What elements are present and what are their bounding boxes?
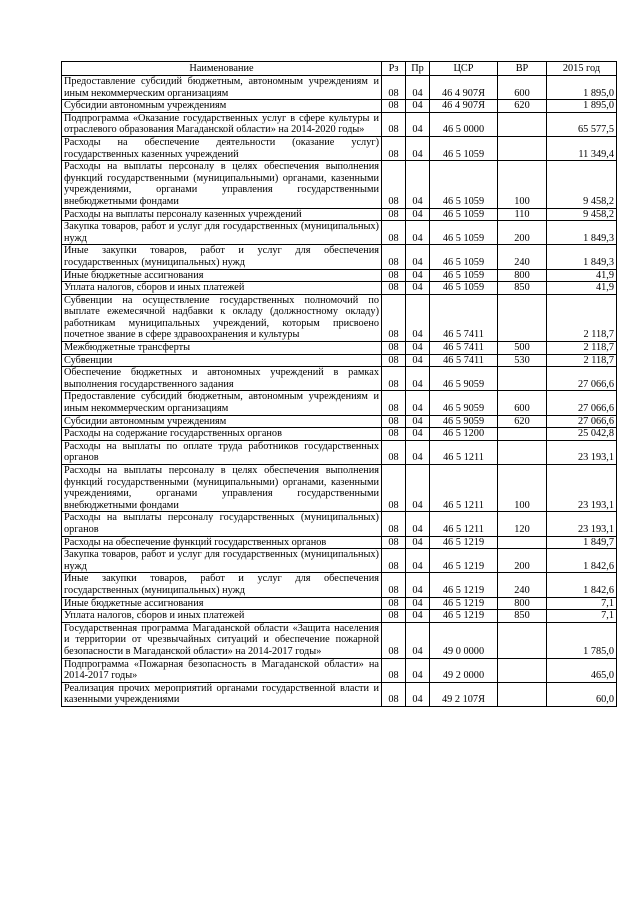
cell-name: Расходы на выплаты персоналу государственных (муниципальных) органов: [62, 512, 382, 536]
cell-pr: 04: [406, 245, 430, 269]
cell-pr: 04: [406, 682, 430, 706]
cell-name: Закупка товаров, работ и услуг для государственных (муниципальных) нужд: [62, 549, 382, 573]
cell-amount: 2 118,7: [547, 354, 617, 367]
cell-name: Предоставление субсидий бюджетным, автономным учреждениям и иным некоммерческим организациям: [62, 391, 382, 415]
cell-amount: 1 849,3: [547, 245, 617, 269]
cell-csr: 46 5 1059: [430, 161, 498, 208]
cell-name: Подпрограмма «Оказание государственных услуг в сфере культуры и отраслевого образования Магаданской области» на 2014-2020 годы»: [62, 112, 382, 136]
cell-rz: 08: [382, 354, 406, 367]
cell-amount: 1 895,0: [547, 76, 617, 100]
cell-vr: [498, 428, 547, 441]
cell-pr: 04: [406, 354, 430, 367]
cell-amount: 27 066,6: [547, 367, 617, 391]
cell-pr: 04: [406, 658, 430, 682]
cell-vr: 600: [498, 391, 547, 415]
table-row: [62, 136, 617, 160]
cell-vr: 620: [498, 415, 547, 428]
cell-vr: 120: [498, 512, 547, 536]
cell-vr: 110: [498, 208, 547, 221]
table-header-row: [62, 62, 617, 76]
cell-name: Субсидии автономным учреждениям: [62, 415, 382, 428]
cell-pr: 04: [406, 136, 430, 160]
table-row: [62, 282, 617, 295]
cell-vr: 240: [498, 245, 547, 269]
cell-vr: 530: [498, 354, 547, 367]
table-row: [62, 415, 617, 428]
cell-csr: 46 5 1059: [430, 208, 498, 221]
cell-amount: 7,1: [547, 610, 617, 623]
cell-amount: 41,9: [547, 282, 617, 295]
cell-amount: 23 193,1: [547, 512, 617, 536]
cell-amount: 23 193,1: [547, 440, 617, 464]
cell-amount: 7,1: [547, 597, 617, 610]
cell-pr: 04: [406, 100, 430, 113]
table-row: [62, 440, 617, 464]
cell-name: Государственная программа Магаданской области «Защита населения и территории от чрезвычайных ситуаций и обеспечение пожарной безопасности в Магаданской области» на 2014-2017 годы»: [62, 622, 382, 658]
cell-amount: 1 849,3: [547, 221, 617, 245]
cell-name: Иные бюджетные ассигнования: [62, 597, 382, 610]
cell-vr: [498, 136, 547, 160]
cell-csr: 46 5 1059: [430, 269, 498, 282]
cell-vr: [498, 294, 547, 341]
table-row: [62, 112, 617, 136]
cell-name: Иные бюджетные ассигнования: [62, 269, 382, 282]
cell-pr: 04: [406, 597, 430, 610]
table-body: [62, 76, 617, 707]
cell-rz: 08: [382, 161, 406, 208]
cell-amount: 27 066,6: [547, 415, 617, 428]
cell-vr: 100: [498, 161, 547, 208]
cell-vr: [498, 622, 547, 658]
table-row: [62, 161, 617, 208]
cell-amount: 27 066,6: [547, 391, 617, 415]
cell-name: Уплата налогов, сборов и иных платежей: [62, 610, 382, 623]
cell-pr: 04: [406, 282, 430, 295]
cell-amount: 1 785,0: [547, 622, 617, 658]
cell-vr: [498, 367, 547, 391]
table-row: [62, 682, 617, 706]
header-rz: Рз: [382, 62, 406, 76]
cell-vr: [498, 536, 547, 549]
cell-pr: 04: [406, 208, 430, 221]
cell-amount: 1 842,6: [547, 549, 617, 573]
cell-rz: 08: [382, 622, 406, 658]
cell-vr: 800: [498, 269, 547, 282]
cell-vr: 800: [498, 597, 547, 610]
table-row: [62, 658, 617, 682]
cell-name: Расходы на выплаты персоналу в целях обеспечения выполнения функций государственными (муниципальными) органами, казенными учреждениями, органами управления государственными внебюджетными фондами: [62, 161, 382, 208]
cell-csr: 46 5 7411: [430, 342, 498, 355]
cell-pr: 04: [406, 512, 430, 536]
table-row: [62, 245, 617, 269]
cell-rz: 08: [382, 221, 406, 245]
cell-pr: 04: [406, 428, 430, 441]
cell-rz: 08: [382, 76, 406, 100]
cell-amount: 25 042,8: [547, 428, 617, 441]
cell-amount: 465,0: [547, 658, 617, 682]
cell-rz: 08: [382, 100, 406, 113]
cell-csr: 46 5 9059: [430, 391, 498, 415]
cell-csr: 46 5 1219: [430, 573, 498, 597]
cell-name: Расходы на обеспечение деятельности (оказание услуг) государственных казенных учреждений: [62, 136, 382, 160]
cell-csr: 46 4 907Я: [430, 100, 498, 113]
cell-csr: 46 5 1059: [430, 282, 498, 295]
header-year: 2015 год: [547, 62, 617, 76]
cell-vr: [498, 112, 547, 136]
cell-rz: 08: [382, 610, 406, 623]
cell-amount: 1 895,0: [547, 100, 617, 113]
table-row: [62, 622, 617, 658]
cell-name: Закупка товаров, работ и услуг для государственных (муниципальных) нужд: [62, 221, 382, 245]
cell-amount: 9 458,2: [547, 208, 617, 221]
cell-vr: 240: [498, 573, 547, 597]
cell-rz: 08: [382, 367, 406, 391]
cell-rz: 08: [382, 245, 406, 269]
cell-vr: 620: [498, 100, 547, 113]
cell-amount: 2 118,7: [547, 342, 617, 355]
cell-name: Расходы на выплаты по оплате труда работников государственных органов: [62, 440, 382, 464]
cell-csr: 49 2 0000: [430, 658, 498, 682]
cell-csr: 46 5 7411: [430, 354, 498, 367]
cell-csr: 46 5 1211: [430, 512, 498, 536]
cell-name: Расходы на выплаты персоналу в целях обеспечения выполнения функций государственными (муниципальными) органами, казенными учреждениями, органами управления государственными внебюджетными фондами: [62, 465, 382, 512]
table-row: [62, 512, 617, 536]
cell-rz: 08: [382, 269, 406, 282]
cell-name: Предоставление субсидий бюджетным, автономным учреждениям и иным некоммерческим организациям: [62, 76, 382, 100]
cell-name: Реализация прочих мероприятий органами государственной власти и казенными учреждениями: [62, 682, 382, 706]
cell-name: Иные закупки товаров, работ и услуг для обеспечения государственных (муниципальных) нужд: [62, 573, 382, 597]
cell-csr: 49 2 107Я: [430, 682, 498, 706]
cell-rz: 08: [382, 682, 406, 706]
cell-rz: 08: [382, 512, 406, 536]
cell-name: Межбюджетные трансферты: [62, 342, 382, 355]
cell-rz: 08: [382, 294, 406, 341]
cell-rz: 08: [382, 391, 406, 415]
cell-name: Расходы на выплаты персоналу казенных учреждений: [62, 208, 382, 221]
cell-name: Иные закупки товаров, работ и услуг для обеспечения государственных (муниципальных) нужд: [62, 245, 382, 269]
cell-name: Субвенции на осуществление государственных полномочий по выплате ежемесячной надбавки к окладу (должностному окладу) работникам муниципальных учреждений, которым присвоено почетное звание в сфере здравоохранения и культуры: [62, 294, 382, 341]
cell-vr: [498, 440, 547, 464]
cell-pr: 04: [406, 440, 430, 464]
cell-pr: 04: [406, 342, 430, 355]
cell-vr: 850: [498, 282, 547, 295]
cell-vr: [498, 658, 547, 682]
table-row: [62, 428, 617, 441]
cell-vr: [498, 682, 547, 706]
cell-pr: 04: [406, 112, 430, 136]
cell-name: Расходы на обеспечение функций государственных органов: [62, 536, 382, 549]
cell-csr: 46 5 1219: [430, 597, 498, 610]
cell-pr: 04: [406, 391, 430, 415]
cell-vr: 600: [498, 76, 547, 100]
cell-csr: 49 0 0000: [430, 622, 498, 658]
cell-pr: 04: [406, 622, 430, 658]
cell-csr: 46 5 1059: [430, 136, 498, 160]
budget-table: [61, 61, 617, 707]
cell-vr: 500: [498, 342, 547, 355]
cell-pr: 04: [406, 610, 430, 623]
cell-csr: 46 5 1059: [430, 245, 498, 269]
cell-name: Уплата налогов, сборов и иных платежей: [62, 282, 382, 295]
cell-pr: 04: [406, 294, 430, 341]
table-row: [62, 465, 617, 512]
cell-pr: 04: [406, 573, 430, 597]
table-row: [62, 100, 617, 113]
header-name: Наименование: [62, 62, 382, 76]
cell-csr: 46 5 1211: [430, 465, 498, 512]
cell-rz: 08: [382, 112, 406, 136]
cell-csr: 46 5 1200: [430, 428, 498, 441]
cell-rz: 08: [382, 428, 406, 441]
table-row: [62, 549, 617, 573]
table-row: [62, 391, 617, 415]
table-row: [62, 367, 617, 391]
cell-vr: 100: [498, 465, 547, 512]
cell-csr: 46 5 1219: [430, 549, 498, 573]
header-vr: ВР: [498, 62, 547, 76]
table-row: [62, 573, 617, 597]
cell-rz: 08: [382, 415, 406, 428]
table-row: [62, 76, 617, 100]
cell-pr: 04: [406, 415, 430, 428]
table-row: [62, 597, 617, 610]
cell-amount: 1 842,6: [547, 573, 617, 597]
cell-amount: 2 118,7: [547, 294, 617, 341]
cell-csr: 46 5 1059: [430, 221, 498, 245]
cell-pr: 04: [406, 367, 430, 391]
cell-rz: 08: [382, 342, 406, 355]
table-row: [62, 269, 617, 282]
cell-rz: 08: [382, 573, 406, 597]
cell-csr: 46 5 7411: [430, 294, 498, 341]
cell-csr: 46 5 9059: [430, 415, 498, 428]
cell-rz: 08: [382, 549, 406, 573]
table-row: [62, 294, 617, 341]
header-csr: ЦСР: [430, 62, 498, 76]
cell-rz: 08: [382, 440, 406, 464]
cell-name: Подпрограмма «Пожарная безопасность в Магаданской области» на 2014-2017 годы»: [62, 658, 382, 682]
cell-pr: 04: [406, 465, 430, 512]
cell-rz: 08: [382, 465, 406, 512]
cell-name: Обеспечение бюджетных и автономных учреждений в рамках выполнения государственного задания: [62, 367, 382, 391]
table-row: [62, 536, 617, 549]
cell-pr: 04: [406, 221, 430, 245]
cell-pr: 04: [406, 161, 430, 208]
cell-rz: 08: [382, 136, 406, 160]
cell-name: Субсидии автономным учреждениям: [62, 100, 382, 113]
cell-pr: 04: [406, 549, 430, 573]
table-row: [62, 342, 617, 355]
cell-rz: 08: [382, 658, 406, 682]
cell-csr: 46 5 1219: [430, 536, 498, 549]
table-row: [62, 208, 617, 221]
cell-rz: 08: [382, 536, 406, 549]
cell-amount: 1 849,7: [547, 536, 617, 549]
cell-rz: 08: [382, 597, 406, 610]
table-row: [62, 354, 617, 367]
cell-amount: 23 193,1: [547, 465, 617, 512]
cell-pr: 04: [406, 536, 430, 549]
cell-amount: 11 349,4: [547, 136, 617, 160]
cell-csr: 46 5 1219: [430, 610, 498, 623]
table-row: [62, 221, 617, 245]
cell-name: Расходы на содержание государственных органов: [62, 428, 382, 441]
cell-vr: 200: [498, 549, 547, 573]
cell-csr: 46 4 907Я: [430, 76, 498, 100]
cell-vr: 200: [498, 221, 547, 245]
cell-csr: 46 5 0000: [430, 112, 498, 136]
cell-vr: 850: [498, 610, 547, 623]
cell-pr: 04: [406, 269, 430, 282]
document-page: [61, 61, 616, 707]
table-row: [62, 610, 617, 623]
cell-amount: 65 577,5: [547, 112, 617, 136]
header-pr: Пр: [406, 62, 430, 76]
cell-pr: 04: [406, 76, 430, 100]
cell-amount: 41,9: [547, 269, 617, 282]
cell-rz: 08: [382, 208, 406, 221]
cell-csr: 46 5 1211: [430, 440, 498, 464]
cell-rz: 08: [382, 282, 406, 295]
cell-name: Субвенции: [62, 354, 382, 367]
cell-csr: 46 5 9059: [430, 367, 498, 391]
cell-amount: 60,0: [547, 682, 617, 706]
cell-amount: 9 458,2: [547, 161, 617, 208]
